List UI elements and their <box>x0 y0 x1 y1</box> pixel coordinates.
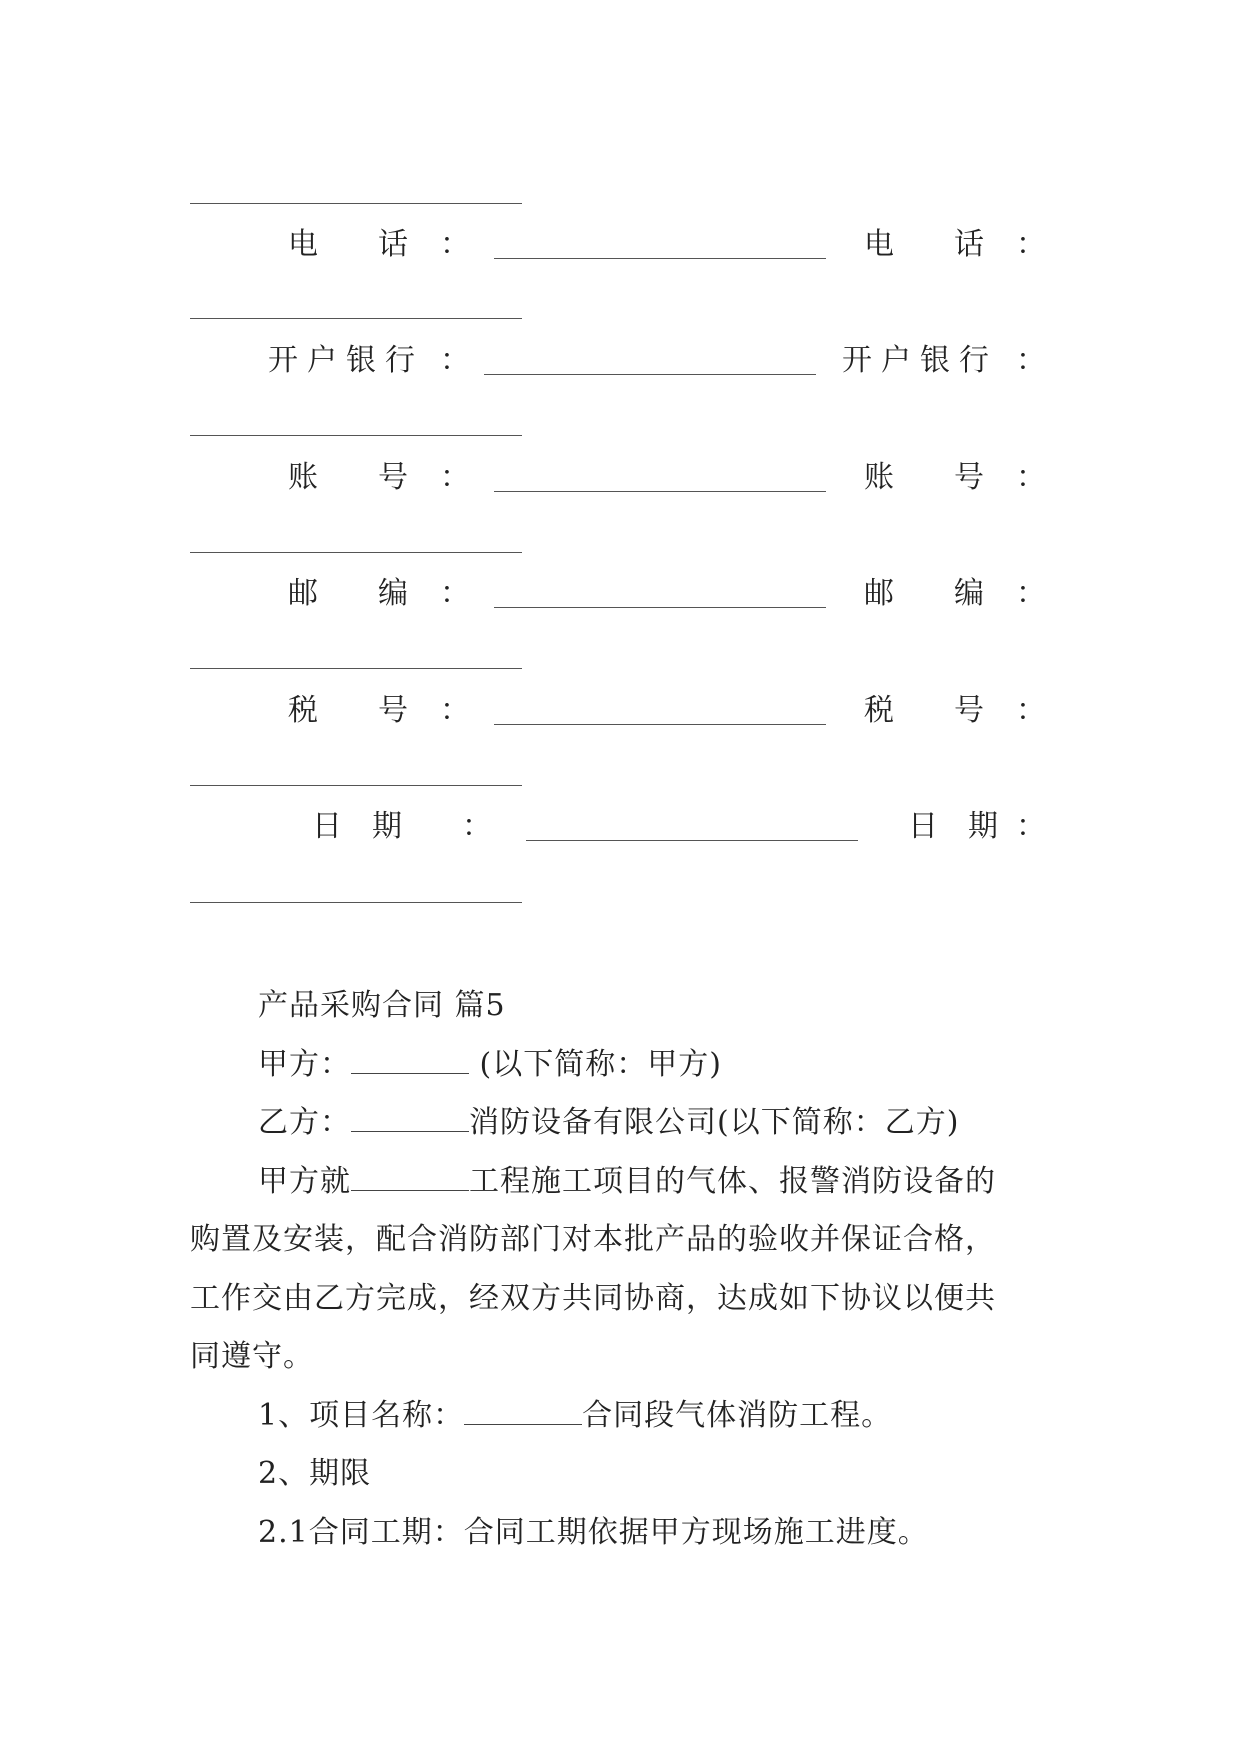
right-label: 税 号 <box>864 693 984 728</box>
colon: ： <box>440 460 470 495</box>
right-label: 开户银行 <box>842 343 998 378</box>
party-b-line: 乙方： 消防设备有限公司(以下简称：乙方) <box>258 1105 960 1140</box>
right-colon: ： <box>1016 576 1046 611</box>
paragraph-line: 同遵守。 <box>190 1339 314 1374</box>
left-label: 税 号 <box>288 693 408 728</box>
section-heading: 产品采购合同 篇5 <box>258 988 506 1023</box>
bank-row <box>0 341 1241 381</box>
fill-line <box>494 607 826 608</box>
paragraph-line: 工作交由乙方完成，经双方共同协商，达成如下协议以便共 <box>190 1281 996 1316</box>
right-colon: ： <box>1016 693 1046 728</box>
colon: ： <box>440 227 470 262</box>
colon: ： <box>440 576 470 611</box>
right-colon: ： <box>1016 343 1046 378</box>
fill-line <box>494 724 826 725</box>
underline-rule <box>190 203 522 204</box>
colon: ： <box>440 343 470 378</box>
left-label: 日 期 <box>312 809 402 844</box>
date-row <box>0 807 1241 847</box>
item-1: 1、项目名称： 合同段气体消防工程。 <box>258 1398 893 1433</box>
right-label: 电 话 <box>864 227 984 262</box>
right-colon: ： <box>1016 809 1046 844</box>
right-label: 邮 编 <box>864 576 984 611</box>
right-label: 账 号 <box>864 460 984 495</box>
left-label: 账 号 <box>288 460 408 495</box>
item-2-1: 2.1合同工期：合同工期依据甲方现场施工进度。 <box>258 1515 929 1550</box>
underline-rule <box>190 552 522 553</box>
fill-line <box>494 258 826 259</box>
underline-rule <box>190 435 522 436</box>
paragraph-line: 购置及安装，配合消防部门对本批产品的验收并保证合格， <box>190 1222 996 1257</box>
underline-rule <box>190 785 522 786</box>
underline-rule <box>190 902 522 903</box>
phone-row <box>0 225 1241 265</box>
party-a-line: 甲方： (以下简称：甲方) <box>258 1047 722 1082</box>
left-label: 邮 编 <box>288 576 408 611</box>
fill-line <box>526 840 858 841</box>
tax-row <box>0 691 1241 731</box>
right-label: 日 期 <box>908 809 998 844</box>
blank-field <box>464 1396 582 1425</box>
postcode-row <box>0 574 1241 614</box>
right-colon: ： <box>1016 460 1046 495</box>
colon: ： <box>440 693 470 728</box>
left-label: 电 话 <box>288 227 408 262</box>
left-label: 开户银行 <box>268 343 424 378</box>
underline-rule <box>190 668 522 669</box>
blank-field <box>351 1162 469 1191</box>
blank-field <box>351 1103 469 1132</box>
blank-field <box>351 1045 469 1074</box>
right-colon: ： <box>1016 227 1046 262</box>
fill-line <box>484 374 816 375</box>
paragraph-line: 甲方就 工程施工项目的气体、报警消防设备的 <box>258 1164 996 1199</box>
account-row <box>0 458 1241 498</box>
fill-line <box>494 491 826 492</box>
underline-rule <box>190 318 522 319</box>
colon: ： <box>462 809 492 844</box>
item-2: 2、期限 <box>258 1456 372 1491</box>
